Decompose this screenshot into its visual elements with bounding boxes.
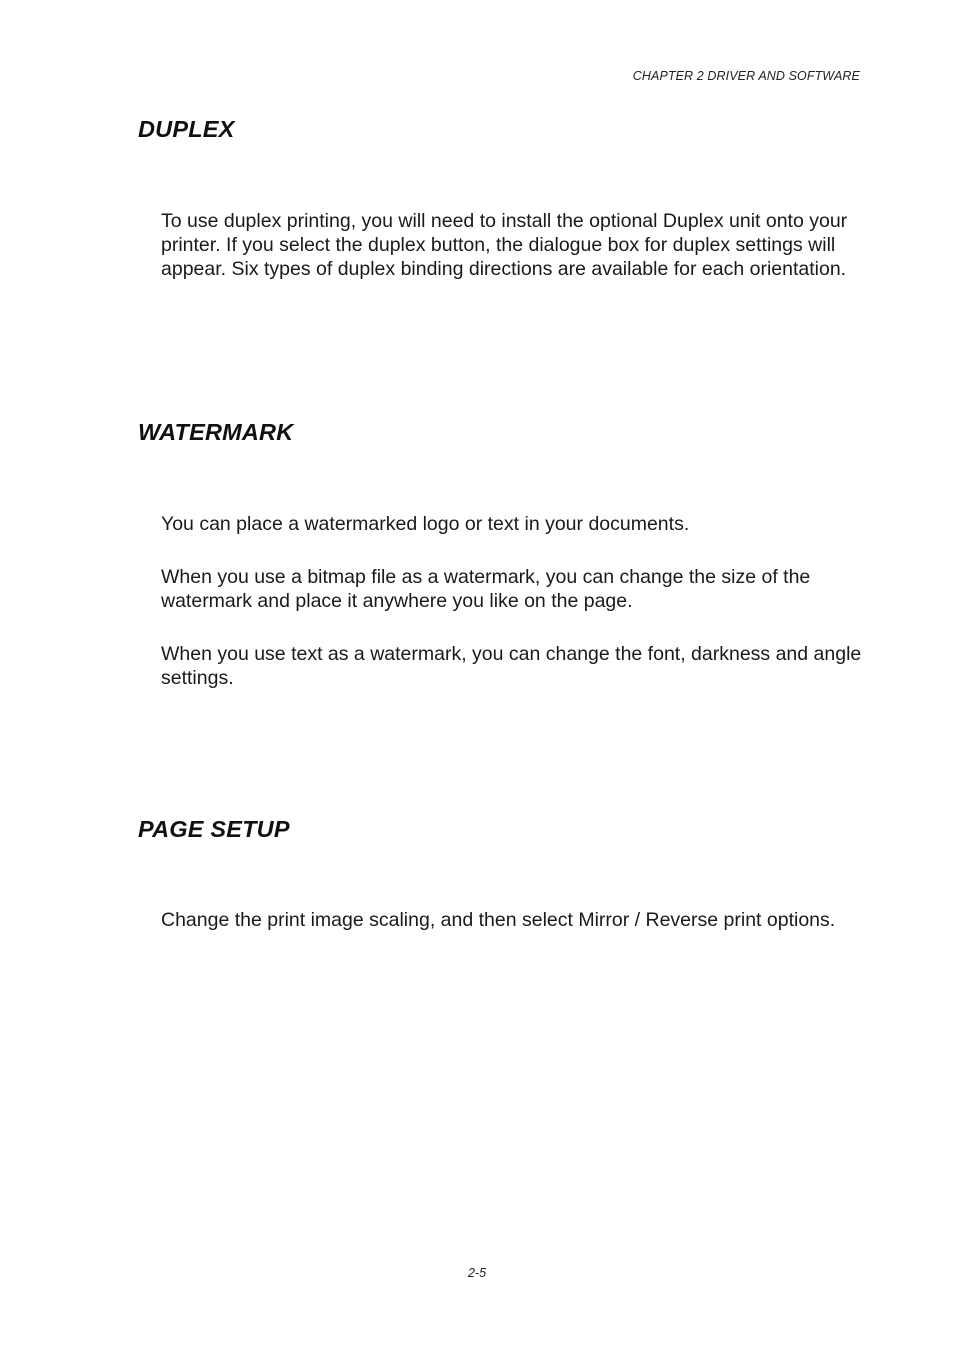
section-title-page-setup: PAGE SETUP [138, 816, 290, 842]
section-title-watermark: WATERMARK [138, 419, 294, 445]
page-setup-paragraph: Change the print image scaling, and then select Mirror / Reverse print options. [161, 909, 836, 931]
section-title-duplex: DUPLEX [138, 116, 235, 142]
page-number: 2-5 [467, 1266, 487, 1280]
watermark-paragraph-2: When you use a bitmap file as a watermark, you can change the size of the watermark and place it anywhere you like on the page. [161, 566, 811, 612]
running-header: CHAPTER 2 DRIVER AND SOFTWARE [632, 69, 860, 83]
watermark-paragraph-3: When you use text as a watermark, you can change the font, darkness and angle settings. [161, 643, 862, 689]
watermark-paragraph-1: You can place a watermarked logo or text in your documents. [161, 513, 690, 535]
duplex-paragraph: To use duplex printing, you will need to install the optional Duplex unit onto your printer. If you select the duplex button, the dialogue box for duplex settings will appear. Six types of duplex binding directions are available for each orientation. [161, 210, 848, 280]
